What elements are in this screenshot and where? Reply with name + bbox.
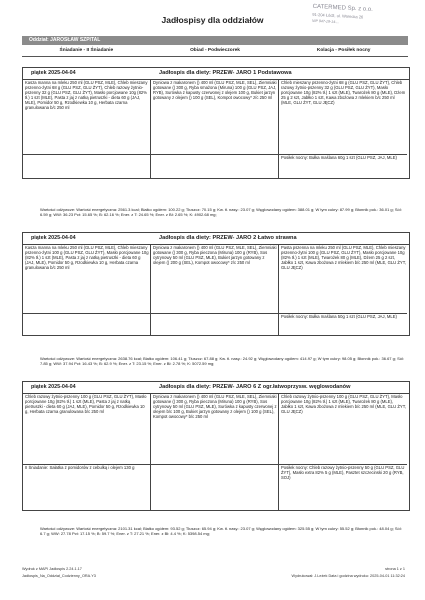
second-breakfast-note: II Śniadanie: Sałatka z pomidorów z cebulką i olejem 130 g	[23, 464, 151, 510]
nutrition-summary-3: Wartości odżywcze: Wartość energetyczna: 2101.31 kcal; Białko ogółem: 93.52 g; Tłuszcz: 65.94 g; Kw. tł. nasy.: 23.07 g; Węglowodany ogółem: 325.55 g; W tym cukry: 55.52 g; Błonnik pok.: 48.04 g; Sól: 6.7 g; WW: 27.78 Pct: 17.15 %; B: 59.7 %; Ener. z T: 27.21 %; Ener. z Bł: 4.4 %; K: 5398.54 mg;	[40, 526, 402, 536]
print-info: Wydrukował: J.Leżek Data i godzina wydruku: 2025-04-01 11:32:24	[291, 574, 405, 578]
table-header	[22, 36, 408, 57]
section-header	[23, 68, 409, 80]
meal-grid	[23, 245, 409, 313]
dinner-cell: Chleb mieszany pszenno-żytni 68 g (GLU PSZ, GLU ŻYT), Chleb razowy żytnio-pszenny 32 g (GLU PSZ, GLU ŻYT), Masło porcjowane 10g (82% tł.) 1 szt (MLE), Twarożek 80 g (MLE), Dżem 25 g 2 szt, Jabłko 1 szt, Kawa zbożowa z mlekiem b/c 250 ml (MLE, GLU ŻYT, GLU JĘCZ)	[281, 80, 406, 105]
diet-section-1	[22, 67, 410, 179]
lunch-cell: Dyniowa z makaronem () 400 ml (GLU PSZ, MLE, SEL), Ziemniaki gotowane () 300 g, Ryba pieczona (Miruna) 100 g (RYB), Sos cytrynowy 50 ml (GLU PSZ, MLE), Surówka z kapusty czerwonej z olejem b/c 100 g, Bukiet jarzyn gotowany z olejem () 100 g (SEL), Kompot owocowy* b/c 250 ml	[151, 394, 279, 464]
meal-grid	[23, 394, 409, 464]
column-header-lunch: Obiad - Podwieczorek	[190, 48, 240, 53]
stamp-line-3: NIP 947-19-14-...	[311, 18, 340, 25]
dinner-cell: Chleb razowy żytnio-pszenny 100 g (GLU PSZ, GLU ŻYT), Masło porcjowane 10g (82% tł.) 1 szt (MLE), Twarożek 80 g (MLE), Jabłko 1 szt, Kawa zbożowa z mlekiem b/c 250 ml (MLE, GLU ŻYT, GLU JĘCZ)	[281, 394, 406, 414]
notes-row	[23, 313, 409, 335]
page-number: strona 1 z 1	[385, 567, 405, 571]
diet-section-2	[22, 232, 410, 336]
column-headers	[22, 45, 408, 57]
stamp-line-1: CATERMED Sp. z o.o.	[312, 3, 374, 13]
section-diet: Jadłospis dla diety: PRZEW- JARO 2 Łatwo strawna	[159, 235, 297, 241]
breakfast-cell: Kasza manna na mleku 250 ml (GLU PSZ, MLE), Chleb mieszany pszenno-żytni 100 g (GLU PSZ, GLU ŻYT), Masło porcjowane 10g (82% tł.) 1 szt (MLE), Pasta z jaj z natką pietruszki - dieta 60 g (JAJ, MLE), Pomidor 50 g, Rzodkiewka 10 g, Herbata czarna granulowana b/c 250 ml	[23, 245, 151, 313]
section-header	[23, 233, 409, 245]
notes-row	[23, 464, 409, 510]
breakfast-cell: Kasza manna na mleku 250 ml (GLU PSZ, MLE), Chleb mieszany pszenno-żytni 68 g (GLU PSZ, GLU ŻYT), Chleb razowy żytnio-pszenny 32 g (GLU PSZ, GLU ŻYT), Masło porcjowane 10g (82% tł.) 1 szt (MLE), Pasta z jaj z natką pietruszki - dieta 60 g (JAJ, MLE), Pomidor 50 g, Rzodkiewka 10 g, Herbata czarna granulowana b/c 250 ml	[23, 80, 151, 154]
stamp-line-2: 91-204 Łódź, ul. Warecka 26	[312, 11, 364, 20]
breakfast-cell: Chleb razowy żytnio-pszenny 100 g (GLU PSZ, GLU ŻYT), Masło porcjowane 10g (82% tł.) 1 szt (MLE), Pasta z jaj z natką pietruszki - dieta 60 g (JAJ, MLE), Pomidor 50 g, Rzodkiewka 10 g, Herbata czarna granulowana b/c 250 ml	[23, 394, 151, 464]
footer-left-1: Wydruk z MAPI Jadłospis 2.24.1.17	[22, 567, 82, 571]
nutrition-summary-1: Wartości odżywcze: Wartość energetyczna: 2561.3 kcal; Białko ogółem: 100.22 g; Tłuszcz: 70.15 g; Kw. tł. nasy.: 23.07 g; Węglowodany ogółem: 388.01 g; W tym cukry: 87.99 g; Błonnik pok.: 36.01 g; Sól: 6.59 g; WW: 36.23 Pct: 15.65 %; B: 62.16 %; Ener. z T: 24.65 %; Ener. z Bł: 2.65 %; K: 4902.68 mg;	[40, 207, 402, 217]
footer-left-2: Jadłospis_Na_Oddział_Codzienny_ORA.Y3	[22, 574, 96, 578]
column-header-breakfast: Śniadanie - II Śniadanie	[59, 48, 114, 53]
night-meal-note: Posiłek nocny: Bułka maślana 60g 1 szt (GLU PSZ, JAJ, MLE)	[279, 154, 407, 178]
company-stamp	[311, 4, 396, 38]
section-header	[23, 382, 409, 394]
note-cell-2	[151, 154, 279, 178]
note-cell-2	[151, 313, 279, 335]
night-meal-note: Posiłek nocny: Chleb razowy żytnio-pszenny 50 g (GLU PSZ, GLU ŻYT), Masło extra 82% 5 g (MLE), Pasztet szczecinski 20 g (RYB, SOJ)	[279, 464, 407, 510]
nutrition-summary-2: Wartości odżywcze: Wartość energetyczna: 2638.76 kcal; Białko ogółem: 106.41 g; Tłuszcz: 67.88 g; Kw. tł. nasy.: 24.92 g; Węglowodany ogółem: 414.97 g; W tym cukry: 98.05 g; Błonnik pok.: 36.67 g; Sól: 7.85 g; WW: 37.94 Pct: 16.43 %; B: 62.9 %; Ener. z T: 23.15 %; Ener. z Bł: 2.78 %; K: 5072.59 mg;	[40, 356, 404, 366]
section-date: piątek 2025-04-04	[31, 70, 76, 76]
note-cell-1	[23, 154, 151, 178]
lunch-cell: Dyniowa z makaronem () 400 ml (GLU PSZ, MLE, SEL), Ziemniaki gotowane () 300 g, Ryba pieczona (Miruna) 100 g (RYB), Sos cytrynowy 50 ml (GLU PSZ, MLE), Bukiet jarzyn gotowany z olejem () 200 g (SEL), Kompot owocowy* z/c 250 ml	[151, 245, 279, 313]
dinner-cell: Pasta pszenna na mleku 250 ml (GLU PSZ, MLE), Chleb mieszany pszenno-żytni 100 g (GLU PSZ, GLU ŻYT), Masło porcjowane 10g (82% tł.) 1 szt (MLE), Twarożek 80 g (MLE), Dżem 25 g 2 szt, Jabłko 1 szt, Kawa zbożowa z mlekiem b/c 250 ml (MLE, GLU ŻYT, GLU JĘCZ)	[281, 245, 406, 270]
section-date: piątek 2025-04-04	[31, 384, 76, 390]
diet-section-3	[22, 381, 410, 511]
meal-grid	[23, 80, 409, 154]
note-cell-1	[23, 313, 151, 335]
page-title: Jadłospisy dla oddziałów	[161, 15, 264, 25]
column-header-dinner: Kolacja - Posiłek nocny	[316, 48, 371, 53]
lunch-cell: Dyniowa z makaronem () 400 ml (GLU PSZ, MLE, SEL), Ziemniaki gotowane () 300 g, Ryba smażona (Miruna) 100 g (GLU PSZ, JAJ, RYB), Surówka z kapusty czerwonej z olejem 100 g, Bukiet jarzyn gotowany z olejem () 100 g (SEL), Kompot owocowy* z/c 250 ml	[151, 80, 279, 154]
section-diet: Jadłospis dla diety: PRZEW- JARO 6 Z ogr.łatwoprzysw. węglowodanów	[159, 384, 351, 390]
note-cell-2	[151, 464, 279, 510]
section-date: piątek 2025-04-04	[31, 235, 76, 241]
night-meal-note: Posiłek nocny: Bułka maślana 50g 1 szt (GLU PSZ, JAJ, MLE)	[279, 313, 407, 335]
department-bar: Oddział: JAROSŁAW SZPITAL	[22, 36, 408, 45]
section-diet: Jadłospis dla diety: PRZEW- JARO 1 Podstawowa	[159, 70, 292, 76]
notes-row	[23, 154, 409, 178]
